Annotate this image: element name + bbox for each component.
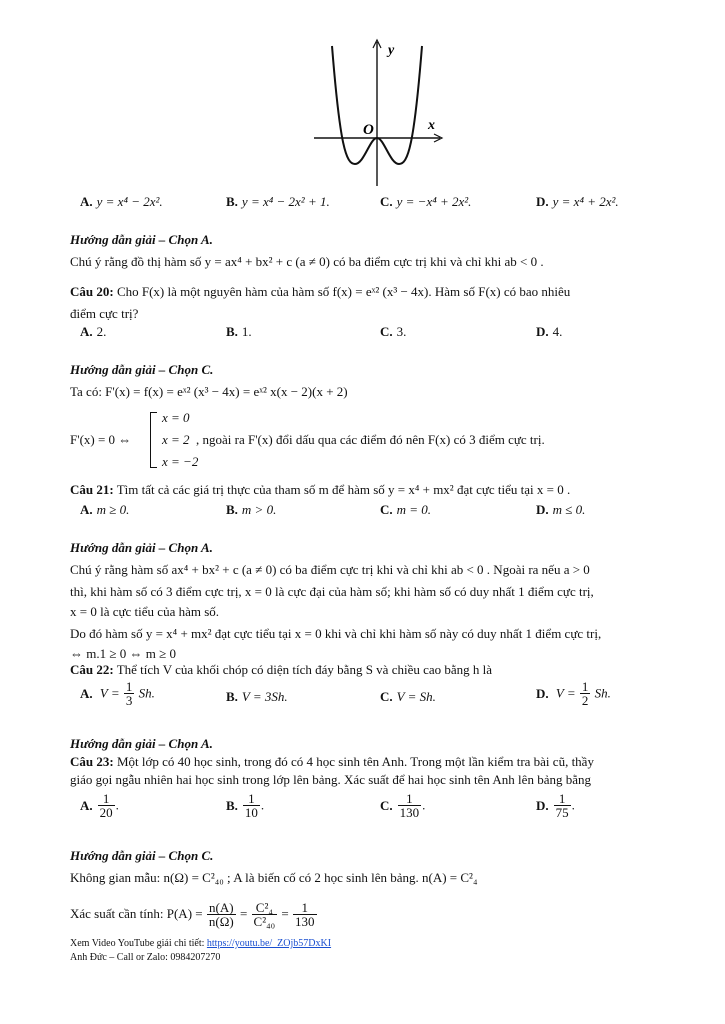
fraction-numerator: 1 bbox=[398, 792, 422, 806]
option-letter: B. bbox=[226, 324, 238, 339]
q23-option-a[interactable]: A. $\frac{1}{20}$ . bbox=[80, 791, 119, 820]
q20-option-d[interactable] bbox=[536, 324, 562, 340]
q23-option-c[interactable]: C. $\frac{1}{130}$ . bbox=[380, 791, 426, 820]
q22-question bbox=[70, 662, 492, 678]
q20-solution-heading: Hướng dẫn giải – Chọn C. bbox=[70, 362, 214, 377]
q22-option-a[interactable] bbox=[80, 680, 155, 707]
option-text: y = −x⁴ + 2x². bbox=[396, 194, 472, 209]
q19-solution-heading: Hướng dẫn giải – Chọn A. bbox=[70, 232, 213, 247]
option-letter: C. bbox=[380, 324, 393, 339]
option-pre: V = bbox=[99, 685, 120, 701]
option-text: y = x⁴ + 2x². bbox=[552, 194, 619, 209]
option-text: y = x⁴ − 2x² + 1. bbox=[241, 194, 330, 209]
footer-video bbox=[70, 938, 331, 950]
option-letter: B. bbox=[226, 689, 238, 704]
q20-label: Câu 20: bbox=[70, 284, 114, 299]
option-letter: D. bbox=[536, 194, 549, 209]
q23-solution-line1: Không gian mẫu: n(Ω) = C²₄₀ ; A là biến cố có 2 học sinh lên bảng. n(A) = C²₄ bbox=[70, 870, 478, 885]
q21-solution-line3: x = 0 là cực tiểu của hàm số. bbox=[70, 604, 220, 619]
q21-options bbox=[80, 502, 680, 522]
q21-solution-line1: Chú ý rằng hàm số ax⁴ + bx² + c (a ≠ 0) có ba điểm cực trị khi và chỉ khi ab < 0 . Ngoài ra nếu a > 0 bbox=[70, 562, 590, 577]
q21-option-a[interactable] bbox=[80, 502, 129, 518]
function-graph bbox=[310, 36, 450, 196]
option-text: m ≥ 0. bbox=[96, 502, 130, 517]
option-fraction bbox=[580, 680, 591, 707]
q19-options bbox=[80, 194, 680, 214]
option-letter: B. bbox=[226, 502, 238, 517]
q20-options bbox=[80, 324, 680, 344]
fraction-denominator: 20 bbox=[99, 805, 113, 820]
prob-fraction-2 bbox=[252, 901, 278, 928]
q23-text1: Một lớp có 40 học sinh, trong đó có 4 học sinh tên Anh. Trong một lần kiểm tra bài cũ, thầy bbox=[113, 754, 594, 769]
option-post: Sh. bbox=[594, 685, 611, 701]
footer-video-link[interactable]: https://youtu.be/_ZOjb57DxKI bbox=[206, 938, 332, 949]
option-letter: C. bbox=[380, 689, 393, 704]
q19-option-b[interactable] bbox=[226, 194, 330, 210]
q21-label: Câu 21: bbox=[70, 482, 114, 497]
fraction-numerator: 1 bbox=[554, 792, 571, 806]
fraction-denominator: 130 bbox=[295, 913, 315, 929]
q20-solution-lhs: F'(x) = 0 ⇔ bbox=[70, 432, 132, 447]
option-pre: V = bbox=[555, 685, 576, 701]
q21-option-d[interactable] bbox=[536, 502, 585, 518]
option-letter: A. bbox=[80, 194, 93, 209]
system-case-2: x = 2 bbox=[162, 432, 190, 447]
prob-fraction-1 bbox=[207, 901, 236, 928]
x-axis-label: x bbox=[428, 118, 435, 133]
option-fraction bbox=[243, 792, 260, 819]
q21-option-b[interactable] bbox=[226, 502, 276, 518]
q22-label: Câu 22: bbox=[70, 662, 114, 677]
option-text: 1. bbox=[241, 324, 252, 339]
option-fraction bbox=[124, 680, 135, 707]
fraction-denominator: n(Ω) bbox=[208, 913, 234, 929]
fraction-numerator: 1 bbox=[125, 679, 133, 694]
option-letter: D. bbox=[536, 685, 549, 701]
q20-solution-rhs: , ngoài ra F'(x) đổi dấu qua các điểm đó nên F(x) có 3 điểm cực trị. bbox=[196, 432, 545, 447]
q22-text: Thể tích V của khối chóp có diện tích đáy bằng S và chiều cao bằng h là bbox=[113, 662, 493, 677]
prob-fraction-3 bbox=[293, 901, 317, 928]
q23-label: Câu 23: bbox=[70, 754, 114, 769]
option-fraction bbox=[98, 792, 115, 819]
option-letter: A. bbox=[80, 324, 93, 339]
q20-text1: Cho F(x) là một nguyên hàm của hàm số f(x) = eˣ² (x³ − 4x). Hàm số F(x) có bao nhiêu bbox=[113, 284, 571, 299]
q23-option-d[interactable]: D. $\frac{1}{75}$ . bbox=[536, 791, 575, 820]
option-text: m ≤ 0. bbox=[552, 502, 586, 517]
q20-solution-system bbox=[150, 410, 199, 470]
option-letter: B. bbox=[226, 797, 238, 813]
option-letter: A. bbox=[80, 502, 93, 517]
option-text: y = x⁴ − 2x². bbox=[96, 194, 163, 209]
system-case-1: x = 0 bbox=[162, 410, 190, 425]
option-text: m > 0. bbox=[241, 502, 277, 517]
q23-text2: giáo gọi ngẫu nhiên hai học sinh trong lớp lên bảng. Xác suất để hai học sinh tên Anh lên bảng bằng bbox=[70, 772, 591, 787]
q23-option-b[interactable]: B. $\frac{1}{10}$ . bbox=[226, 791, 265, 820]
option-fraction bbox=[554, 792, 571, 819]
fraction-denominator: 130 bbox=[399, 805, 420, 820]
option-fraction bbox=[398, 792, 422, 819]
q19-option-a[interactable] bbox=[80, 194, 163, 210]
q21-solution-heading: Hướng dẫn giải – Chọn A. bbox=[70, 540, 213, 555]
q21-solution-line4: Do đó hàm số y = x⁴ + mx² đạt cực tiểu tại x = 0 khi và chỉ khi hàm số này có duy nhất 1 điểm cực trị, bbox=[70, 626, 602, 641]
option-letter: C. bbox=[380, 194, 393, 209]
y-axis-label: y bbox=[388, 43, 395, 58]
q23-options bbox=[80, 792, 680, 828]
fraction-denominator: 2 bbox=[581, 693, 589, 708]
q21-solution-line2: thì, khi hàm số có 3 điểm cực trị, x = 0 là cực đại của hàm số; khi hàm số có duy nhất 1 điểm cực trị, bbox=[70, 584, 594, 599]
fraction-numerator: 1 bbox=[98, 792, 115, 806]
option-text: m = 0. bbox=[396, 502, 432, 517]
origin-label: O bbox=[363, 122, 374, 138]
q21-solution-line5: ⇔ m.1 ≥ 0 ⇔ m ≥ 0 bbox=[70, 646, 176, 661]
system-case-3: x = −2 bbox=[162, 454, 199, 469]
q21-question bbox=[70, 482, 570, 498]
option-letter: C. bbox=[380, 797, 393, 813]
q20-option-a[interactable] bbox=[80, 324, 106, 340]
option-text: 2. bbox=[96, 324, 107, 339]
option-text: V = 3Sh. bbox=[241, 689, 288, 704]
q23-question bbox=[70, 754, 594, 770]
q21-text: Tìm tất cả các giá trị thực của tham số m để hàm số y = x⁴ + mx² đạt cực tiểu tại x = 0 . bbox=[113, 482, 571, 497]
fraction-denominator: 10 bbox=[244, 805, 258, 820]
fraction-denominator: C²₄₀ bbox=[253, 913, 276, 929]
q23-solution-prob: Xác suất cần tính: P(A) = $\frac{n(A)}{n(\Omega)}$ = $\frac{\text{C²₄}}{\text{C²₄₀}}$ = $\frac{1}{130}$ bbox=[70, 899, 315, 929]
option-text: 4. bbox=[552, 324, 563, 339]
prob-label: Xác suất cần tính: P(A) = bbox=[70, 906, 203, 922]
fraction-denominator: 3 bbox=[125, 693, 133, 708]
footer-video-text: Xem Video YouTube giải chi tiết: bbox=[70, 938, 207, 949]
option-text: V = Sh. bbox=[396, 689, 436, 704]
fraction-denominator: 75 bbox=[555, 805, 569, 820]
fraction-numerator: 1 bbox=[243, 792, 260, 806]
fraction-numerator: C²₄ bbox=[252, 901, 278, 915]
q22-option-d[interactable] bbox=[536, 680, 611, 707]
option-letter: D. bbox=[536, 797, 549, 813]
option-letter: C. bbox=[380, 502, 393, 517]
q22-options bbox=[80, 680, 680, 716]
option-letter: D. bbox=[536, 502, 549, 517]
option-letter: B. bbox=[226, 194, 238, 209]
q20-option-c[interactable] bbox=[380, 324, 406, 340]
fraction-numerator: 1 bbox=[581, 679, 589, 694]
option-letter: A. bbox=[80, 797, 93, 813]
fraction-numerator: 1 bbox=[293, 901, 317, 915]
q19-solution-line1: Chú ý rằng đồ thị hàm số y = ax⁴ + bx² + c (a ≠ 0) có ba điểm cực trị khi và chỉ khi ab < 0 . bbox=[70, 254, 544, 269]
fraction-numerator: n(A) bbox=[207, 901, 236, 915]
q20-question bbox=[70, 284, 570, 300]
q21-option-c[interactable] bbox=[380, 502, 431, 518]
option-post: Sh. bbox=[138, 685, 155, 701]
option-letter: A. bbox=[80, 685, 93, 701]
q19-option-c[interactable] bbox=[380, 194, 471, 210]
q20-option-b[interactable] bbox=[226, 324, 252, 340]
q23-solution-heading: Hướng dẫn giải – Chọn C. bbox=[70, 848, 214, 863]
q20-text2: điểm cực trị? bbox=[70, 306, 139, 321]
option-text: 3. bbox=[396, 324, 407, 339]
q19-option-d[interactable] bbox=[536, 194, 619, 210]
q22-option-b[interactable] bbox=[226, 689, 288, 705]
q22-option-c[interactable] bbox=[380, 689, 436, 705]
system-bracket bbox=[150, 412, 157, 468]
footer-contact: Anh Đức – Call or Zalo: 0984207270 bbox=[70, 952, 221, 963]
q20-solution-line1: Ta có: F'(x) = f(x) = eˣ² (x³ − 4x) = eˣ² x(x − 2)(x + 2) bbox=[70, 384, 348, 399]
q22-solution-heading: Hướng dẫn giải – Chọn A. bbox=[70, 736, 213, 751]
option-letter: D. bbox=[536, 324, 549, 339]
